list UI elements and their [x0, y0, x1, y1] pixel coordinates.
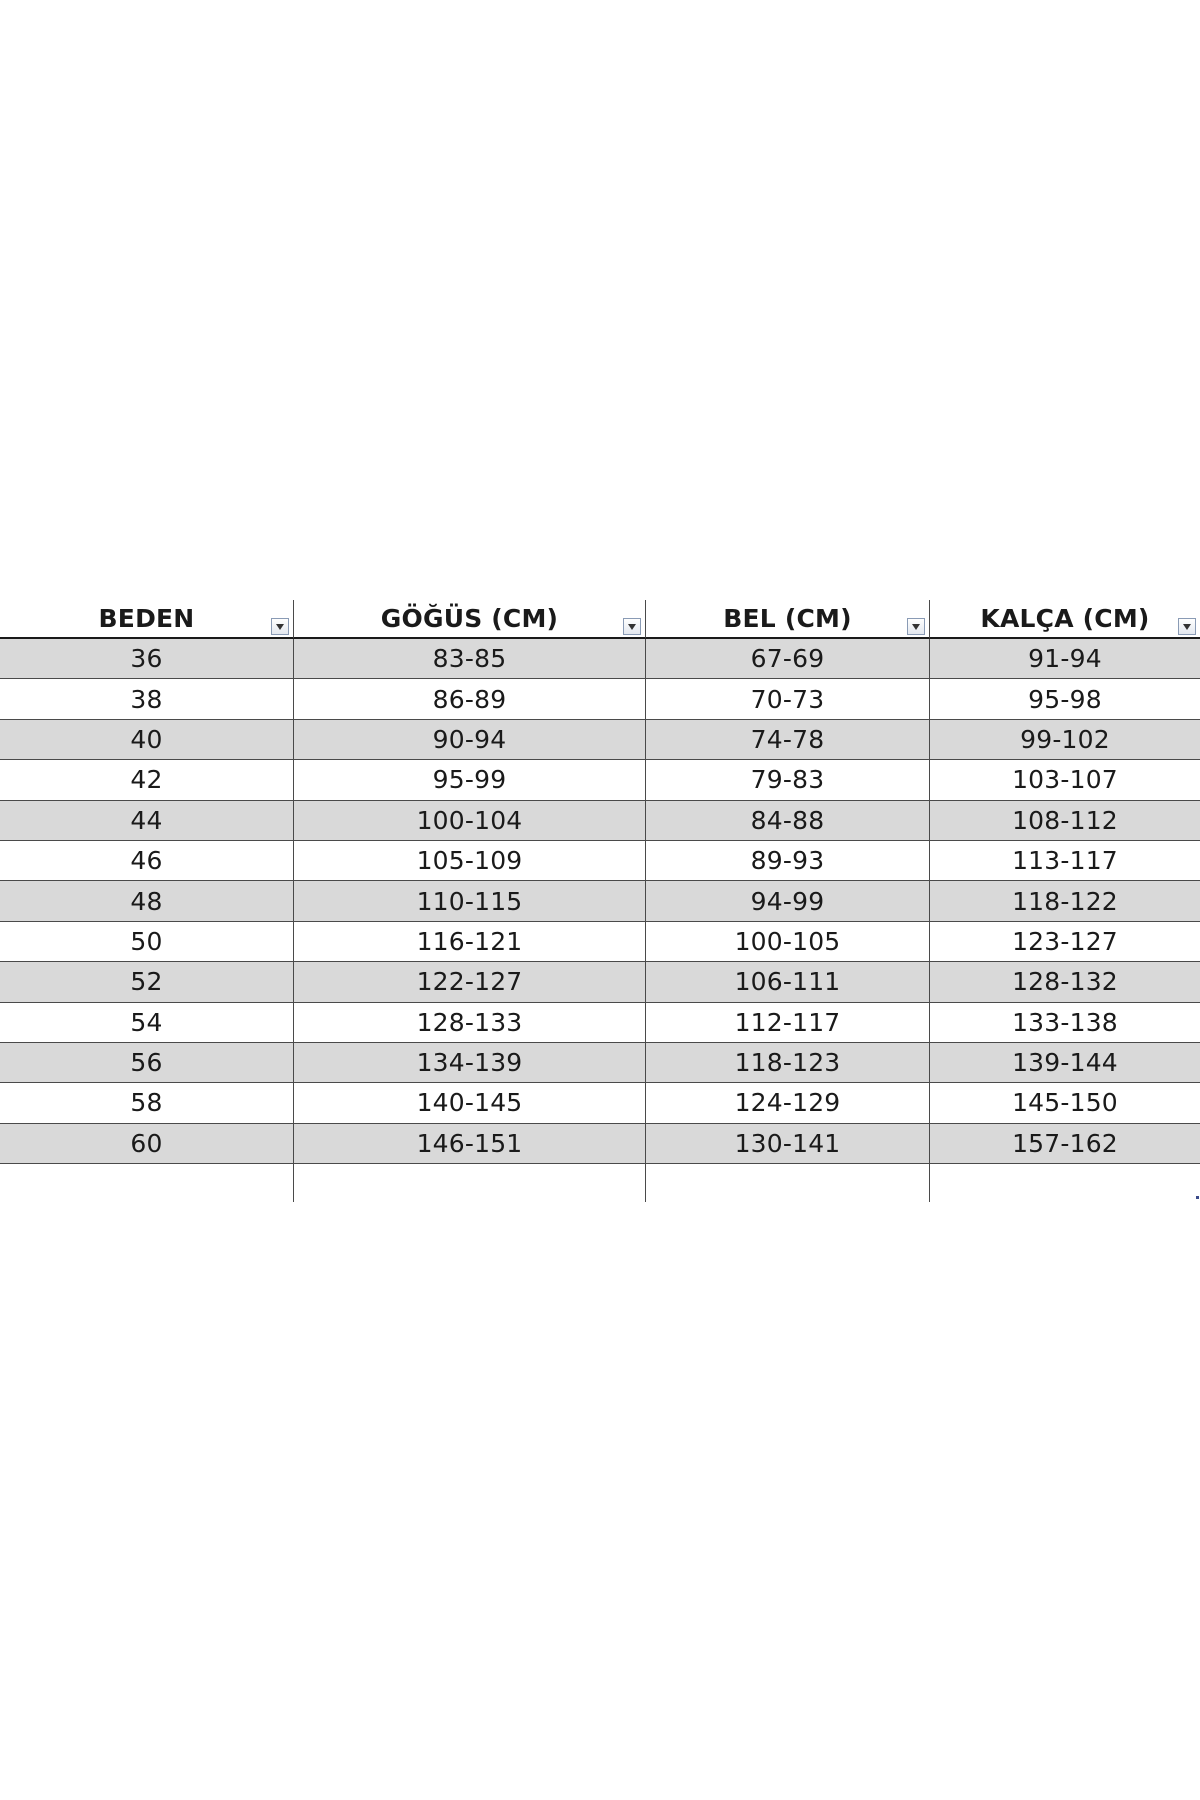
table-cell-bel[interactable]: 124-129 [646, 1083, 930, 1123]
table-cell-bel[interactable]: 70-73 [646, 679, 930, 719]
table-cell-beden[interactable]: 46 [0, 841, 294, 881]
filter-dropdown-arrow-icon[interactable] [1178, 618, 1196, 635]
table-cell-kalca[interactable]: 95-98 [930, 679, 1200, 719]
empty-cell[interactable] [646, 1164, 930, 1202]
table-cell-bel[interactable]: 79-83 [646, 760, 930, 800]
table-cell-gogus[interactable]: 116-121 [294, 922, 646, 962]
table-cell-kalca[interactable]: 123-127 [930, 922, 1200, 962]
table-cell-gogus[interactable]: 86-89 [294, 679, 646, 719]
table-cell-bel[interactable]: 118-123 [646, 1043, 930, 1083]
table-cell-kalca[interactable]: 108-112 [930, 801, 1200, 841]
table-cell-kalca[interactable]: 145-150 [930, 1083, 1200, 1123]
table-cell-beden[interactable]: 58 [0, 1083, 294, 1123]
table-cell-gogus[interactable]: 83-85 [294, 639, 646, 679]
table-cell-gogus[interactable]: 90-94 [294, 720, 646, 760]
header-label: BEDEN [98, 604, 195, 633]
size-chart-table [0, 600, 1200, 1202]
table-cell-beden[interactable]: 44 [0, 801, 294, 841]
table-cell-gogus[interactable]: 128-133 [294, 1003, 646, 1043]
table-cell-kalca[interactable]: 113-117 [930, 841, 1200, 881]
table-cell-kalca[interactable]: 91-94 [930, 639, 1200, 679]
table-cell-beden[interactable]: 48 [0, 881, 294, 921]
empty-cell[interactable] [294, 1164, 646, 1202]
table-cell-kalca[interactable]: 103-107 [930, 760, 1200, 800]
table-cell-bel[interactable]: 130-141 [646, 1124, 930, 1164]
table-cell-gogus[interactable]: 110-115 [294, 881, 646, 921]
table-cell-kalca[interactable]: 118-122 [930, 881, 1200, 921]
table-cell-kalca[interactable]: 133-138 [930, 1003, 1200, 1043]
table-cell-beden[interactable]: 52 [0, 962, 294, 1002]
header-label: GÖĞÜS (CM) [380, 604, 559, 633]
table-cell-bel[interactable]: 89-93 [646, 841, 930, 881]
table-cell-beden[interactable]: 42 [0, 760, 294, 800]
header-cell-bel[interactable] [646, 600, 930, 639]
table-cell-beden[interactable]: 36 [0, 639, 294, 679]
table-cell-gogus[interactable]: 105-109 [294, 841, 646, 881]
header-cell-kalca[interactable] [930, 600, 1200, 639]
table-cell-bel[interactable]: 94-99 [646, 881, 930, 921]
table-cell-bel[interactable]: 67-69 [646, 639, 930, 679]
table-cell-bel[interactable]: 84-88 [646, 801, 930, 841]
table-cell-gogus[interactable]: 134-139 [294, 1043, 646, 1083]
table-cell-bel[interactable]: 74-78 [646, 720, 930, 760]
header-label: KALÇA (CM) [980, 604, 1150, 633]
table-cell-gogus[interactable]: 122-127 [294, 962, 646, 1002]
table-cell-beden[interactable]: 54 [0, 1003, 294, 1043]
table-cell-bel[interactable]: 106-111 [646, 962, 930, 1002]
filter-dropdown-arrow-icon[interactable] [907, 618, 925, 635]
table-cell-bel[interactable]: 112-117 [646, 1003, 930, 1043]
empty-cell[interactable] [930, 1164, 1200, 1202]
table-cell-gogus[interactable]: 100-104 [294, 801, 646, 841]
table-cell-kalca[interactable]: 139-144 [930, 1043, 1200, 1083]
table-cell-kalca[interactable]: 128-132 [930, 962, 1200, 1002]
filter-dropdown-arrow-icon[interactable] [623, 618, 641, 635]
header-cell-beden[interactable] [0, 600, 294, 639]
table-cell-beden[interactable]: 38 [0, 679, 294, 719]
table-cell-beden[interactable]: 60 [0, 1124, 294, 1164]
table-cell-gogus[interactable]: 140-145 [294, 1083, 646, 1123]
header-label: BEL (CM) [723, 604, 852, 633]
table-cell-kalca[interactable]: 157-162 [930, 1124, 1200, 1164]
empty-cell[interactable] [0, 1164, 294, 1202]
table-cell-beden[interactable]: 50 [0, 922, 294, 962]
table-cell-gogus[interactable]: 146-151 [294, 1124, 646, 1164]
table-cell-bel[interactable]: 100-105 [646, 922, 930, 962]
table-cell-beden[interactable]: 40 [0, 720, 294, 760]
table-cell-gogus[interactable]: 95-99 [294, 760, 646, 800]
cell-corner-mark [1196, 1196, 1199, 1199]
header-cell-gogus[interactable] [294, 600, 646, 639]
size-chart-sheet [0, 600, 1200, 1200]
filter-dropdown-arrow-icon[interactable] [271, 618, 289, 635]
table-cell-beden[interactable]: 56 [0, 1043, 294, 1083]
table-cell-kalca[interactable]: 99-102 [930, 720, 1200, 760]
